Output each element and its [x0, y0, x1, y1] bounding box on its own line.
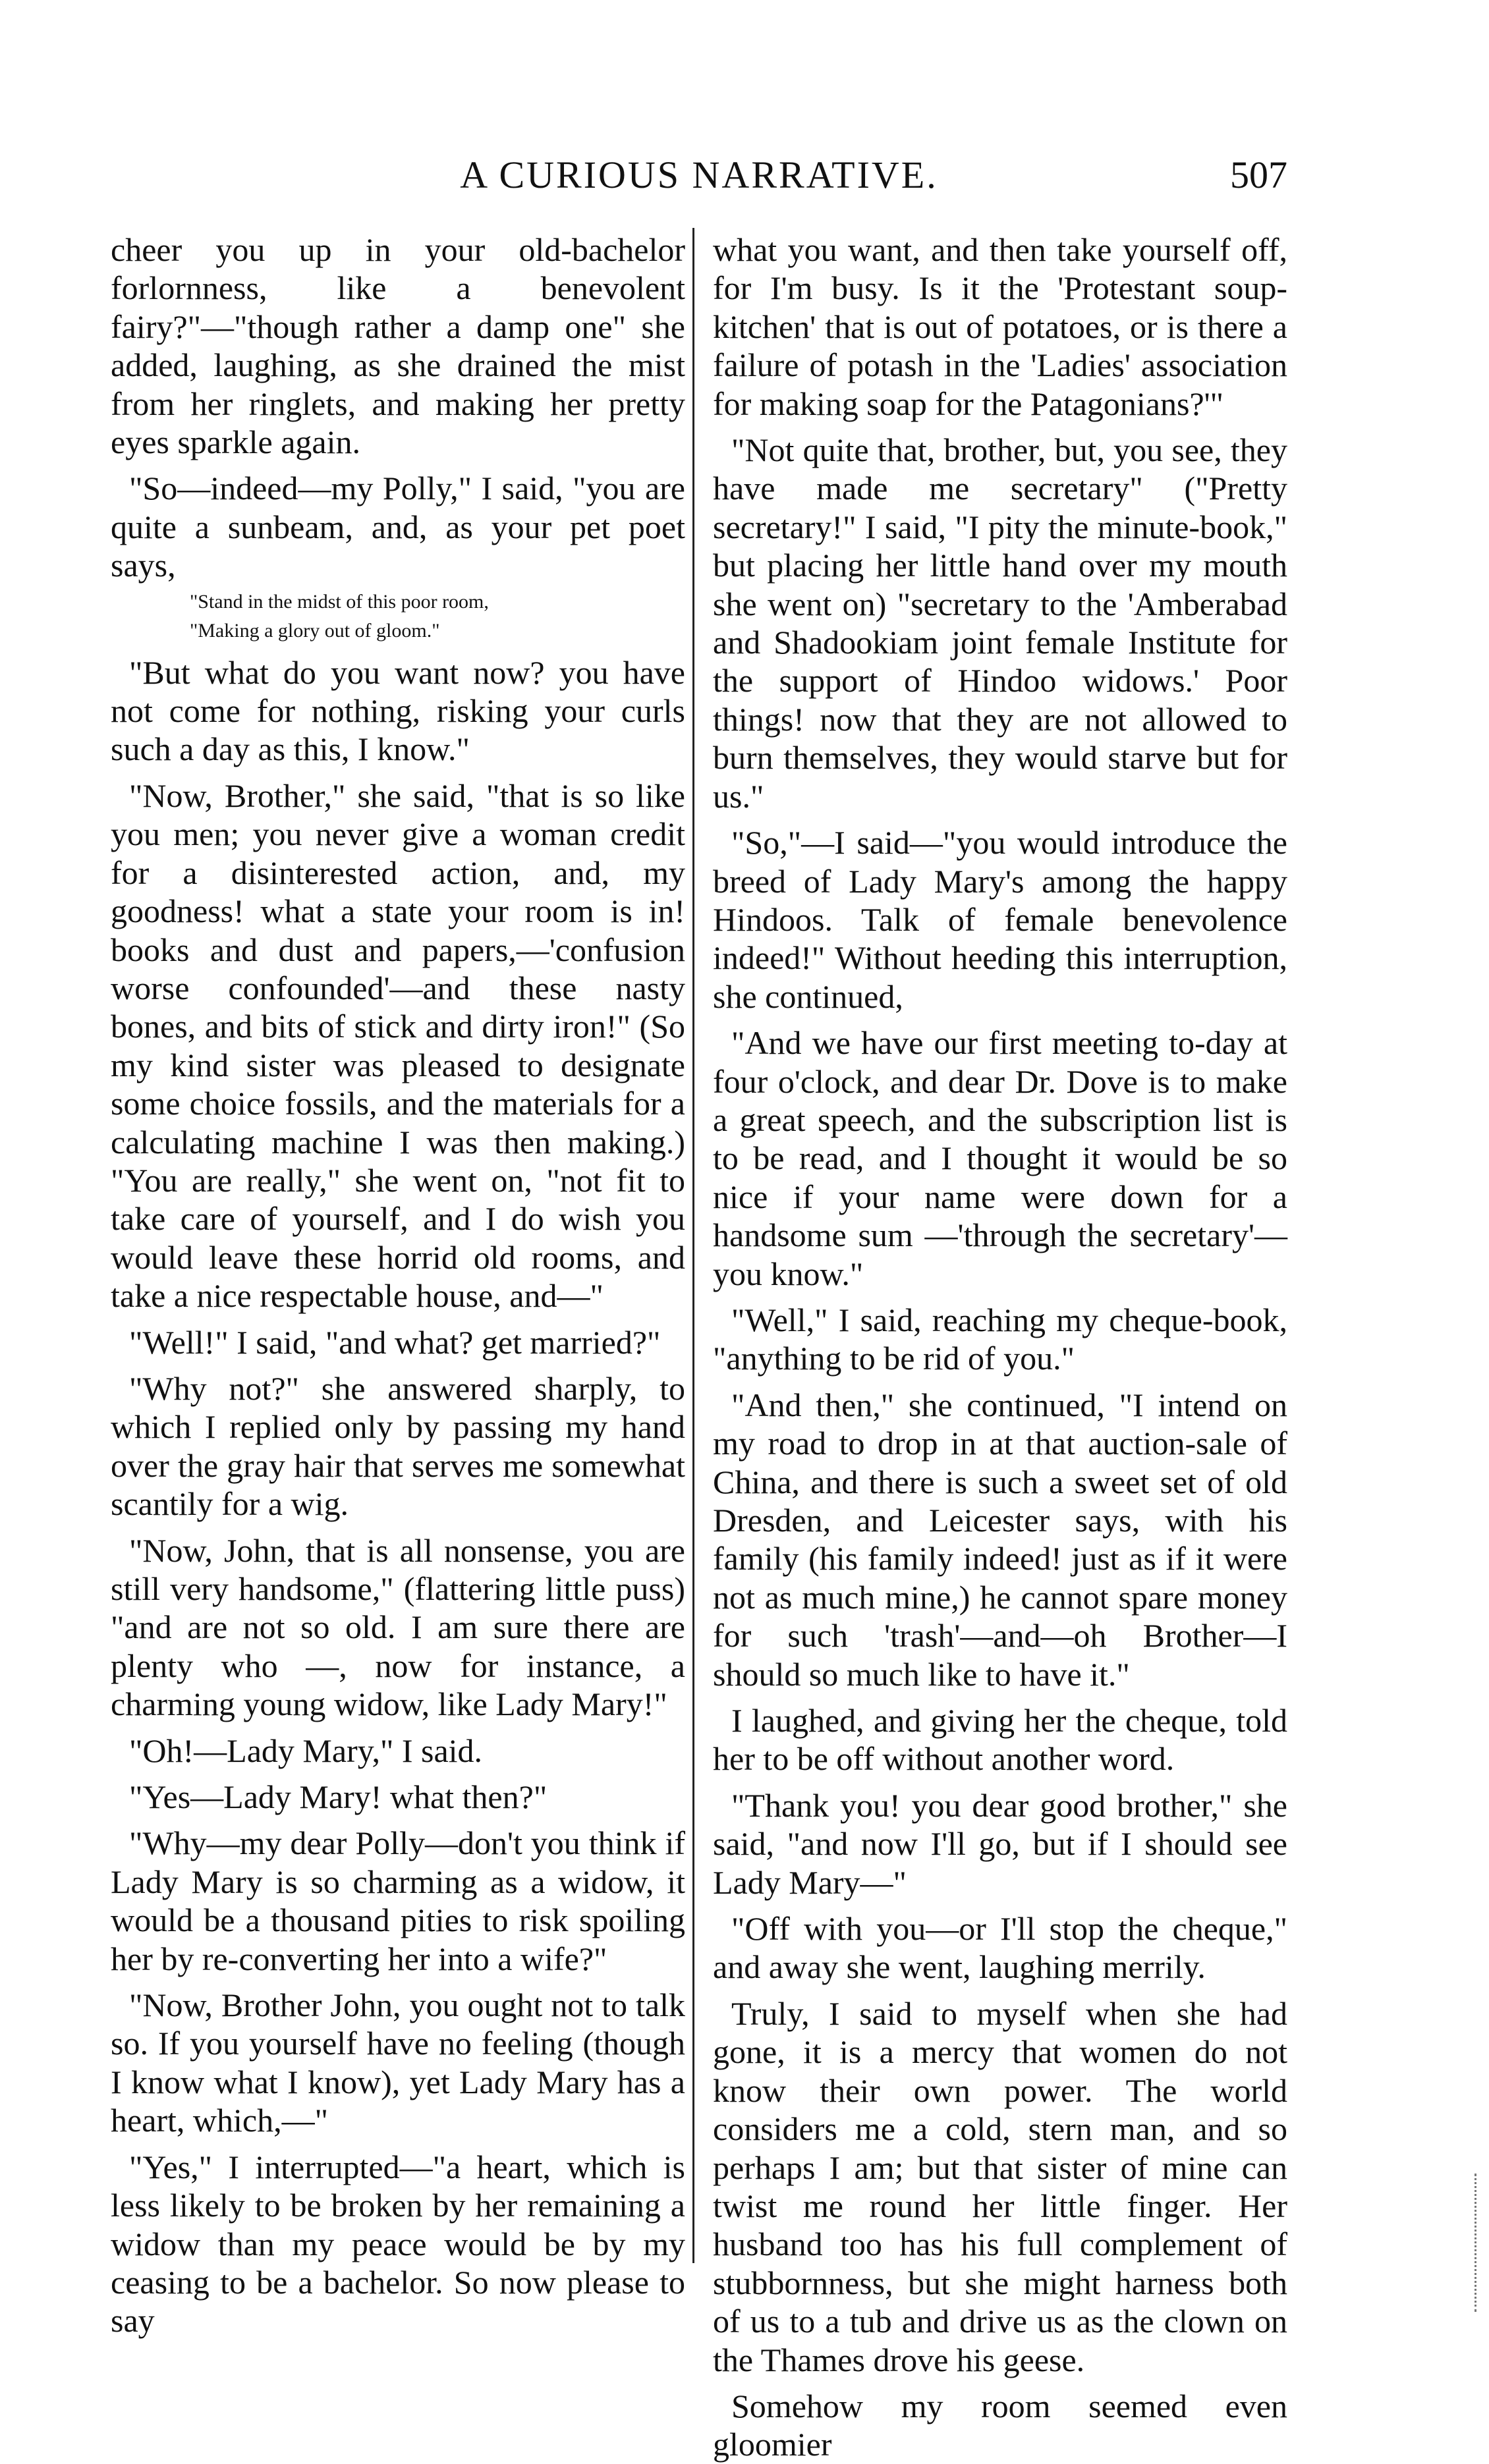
- page-number: 507: [1230, 153, 1287, 196]
- paragraph: what you want, and then take yourself off, for I'm busy. Is it the 'Protestant soup-kitchen' that is out of potatoes, or is there a failure of potash in the 'Ladies' association for making soap for the Patagonians?'": [713, 231, 1287, 422]
- paragraph: "Now, Brother," she said, "that is so like you men; you never give a woman credit for a disinterested action, and, my goodness! what a state your room is in! books and dust and papers,—'confusion worse confounded'—and these nasty bones, and bits of stick and dirty iron!" (So my kind sister was pleased to designate some choice fossils, and the materials for a calculating machine I was then making.) "You are really," she went on, "not fit to take care of yourself, and I do wish you would leave these horrid old rooms, and take a nice respectable house, and—": [111, 777, 685, 1315]
- paragraph: "But what do you want now? you have not come for nothing, risking your curls such a day as this, I know.": [111, 653, 685, 768]
- paragraph: "Oh!—Lady Mary," I said.: [129, 1732, 483, 1769]
- paragraph: "Off with you—or I'll stop the cheque," and away she went, laughing merrily.: [713, 1910, 1287, 1986]
- paragraph: "Yes—Lady Mary! what then?": [129, 1778, 548, 1816]
- paragraph: cheer you up in your old-bachelor forlornness, like a benevolent fairy?"—"though rather a damp one" she added, laughing, as she drained the mist from her ringlets, and making her pretty eyes sparkle again.: [111, 231, 685, 461]
- paragraph: "Not quite that, brother, but, you see, they have made me secretary" ("Pretty secretary!" I said, "I pity the minute-book," but placing her little hand over my mouth she went on) "secretary to the 'Amberabad and Shadookiam joint female Institute for the support of Hindoo widows.' Poor things! now that they are not allowed to burn themselves, they would starve but for us.": [713, 431, 1287, 815]
- paragraph: "Yes," I interrupted—"a heart, which is less likely to be broken by her remaining a widow than my peace would be by my ceasing to be a bachelor. So now please to say: [111, 2148, 685, 2340]
- paragraph: "Well!" I said, "and what? get married?": [129, 1323, 661, 1361]
- paragraph: "So,"—I said—"you would introduce the breed of Lady Mary's among the happy Hindoos. Talk of female benevolence indeed!" Without heeding this interruption, she continued,: [713, 824, 1287, 1015]
- paragraph: "So—indeed—my Polly," I said, "you are quite a sunbeam, and, as your pet poet says,: [111, 470, 685, 584]
- left-column: [111, 231, 685, 2340]
- page-header: [111, 153, 1287, 205]
- right-column: [713, 231, 1287, 2464]
- paragraph: I laughed, and giving her the cheque, told her to be off without another word.: [713, 1702, 1287, 1778]
- paragraph: Somehow my room seemed even gloomier: [713, 2387, 1287, 2463]
- paragraph: Truly, I said to myself when she had gone, it is a mercy that women do not know their own power. The world considers me a cold, stern man, and so perhaps I am; but that sister of mine can twist me round her little finger. Her husband too has his full complement of stubbornness, but she might harness both of us to a tub and drive us as the clown on the Thames drove his geese.: [713, 1994, 1287, 2378]
- column-divider: [692, 228, 694, 2263]
- verse-line: "Making a glory out of gloom.": [190, 619, 440, 642]
- verse-quote: [111, 588, 685, 645]
- paragraph: "Thank you! you dear good brother," she said, "and now I'll go, but if I should see Lady Mary—": [713, 1786, 1287, 1901]
- verse-line: "Stand in the midst of this poor room,: [190, 590, 489, 613]
- running-title: A CURIOUS NARRATIVE.: [460, 153, 938, 196]
- paragraph: "And we have our first meeting to-day at four o'clock, and dear Dr. Dove is to make a great speech, and the subscription list is to be read, and I thought it would be so nice if your name were down for a handsome sum —'through the secretary'—you know.": [713, 1024, 1287, 1292]
- paragraph: "Now, Brother John, you ought not to talk so. If you yourself have no feeling (though I know what I know), yet Lady Mary has a heart, which,—": [111, 1986, 685, 2139]
- paragraph: "Why—my dear Polly—don't you think if Lady Mary is so charming as a widow, it would be a thousand pities to risk spoiling her by re-converting her into a wife?": [111, 1824, 685, 1977]
- paragraph: "Well," I said, reaching my cheque-book, "anything to be rid of you.": [713, 1301, 1287, 1377]
- paragraph: "Why not?" she answered sharply, to which I replied only by passing my hand over the gray hair that serves me somewhat scantily for a wig.: [111, 1369, 685, 1523]
- binding-edge-mark: [1475, 2174, 1478, 2312]
- paragraph: "Now, John, that is all nonsense, you are still very handsome," (flattering little puss) "and are not so old. I am sure there are plenty who —, now for instance, a charming young widow, like Lady Mary!": [111, 1531, 685, 1723]
- paragraph: "And then," she continued, "I intend on my road to drop in at that auction-sale of China, and there is such a sweet set of old Dresden, and Leicester says, with his family (his family indeed! just as if it were not as much mine,) he cannot spare money for such 'trash'—and—oh Brother—I should so much like to have it.": [713, 1386, 1287, 1693]
